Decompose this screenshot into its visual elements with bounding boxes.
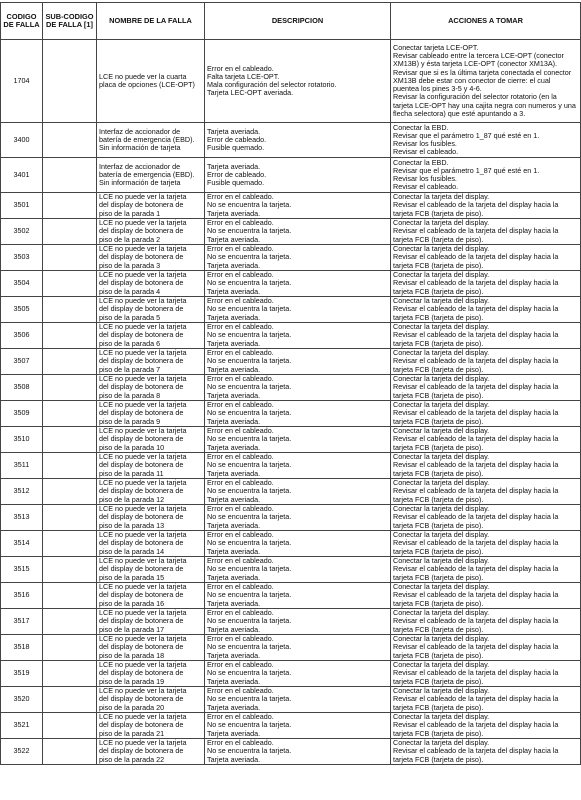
fault-name-cell: LCE no puede ver la tarjeta del display de botonera de piso de la parada 11 xyxy=(97,453,205,479)
actions-cell: Conectar la tarjeta del display. Revisar el cableado de la tarjeta del display hacia la tarjeta FCB (tarjeta de piso). xyxy=(391,193,581,219)
description-cell: Error en el cableado. No se encuentra la tarjeta. Tarjeta averiada. xyxy=(205,401,391,427)
fault-code-cell: 3505 xyxy=(1,297,43,323)
table-row xyxy=(1,557,581,583)
fault-name-cell: LCE no puede ver la tarjeta del display de botonera de piso de la parada 21 xyxy=(97,713,205,739)
table-row xyxy=(1,401,581,427)
table-header xyxy=(1,3,581,40)
actions-cell: Conectar la tarjeta del display. Revisar el cableado de la tarjeta del display hacia la tarjeta FCB (tarjeta de piso). xyxy=(391,297,581,323)
actions-cell: Conectar la tarjeta del display. Revisar el cableado de la tarjeta del display hacia la tarjeta FCB (tarjeta de piso). xyxy=(391,323,581,349)
fault-code-cell: 3502 xyxy=(1,219,43,245)
fault-code-cell: 3521 xyxy=(1,713,43,739)
actions-cell: Conectar la tarjeta del display. Revisar el cableado de la tarjeta del display hacia la tarjeta FCB (tarjeta de piso). xyxy=(391,349,581,375)
table-row xyxy=(1,219,581,245)
table-body xyxy=(1,40,581,765)
table-row xyxy=(1,609,581,635)
table-row xyxy=(1,245,581,271)
fault-name-cell: Interfaz de accionador de batería de emergencia (EBD). Sin información de tarjeta xyxy=(97,123,205,158)
actions-cell: Conectar la tarjeta del display. Revisar el cableado de la tarjeta del display hacia la tarjeta FCB (tarjeta de piso). xyxy=(391,557,581,583)
table-row xyxy=(1,479,581,505)
fault-name-cell: LCE no puede ver la tarjeta del display de botonera de piso de la parada 5 xyxy=(97,297,205,323)
description-cell: Error en el cableado. No se encuentra la tarjeta. Tarjeta averiada. xyxy=(205,297,391,323)
fault-code-cell: 3510 xyxy=(1,427,43,453)
subcode-cell xyxy=(43,401,97,427)
table-row xyxy=(1,158,581,193)
subcode-cell xyxy=(43,193,97,219)
fault-code-cell: 3508 xyxy=(1,375,43,401)
subcode-cell xyxy=(43,219,97,245)
subcode-cell xyxy=(43,427,97,453)
fault-name-cell: LCE no puede ver la tarjeta del display de botonera de piso de la parada 19 xyxy=(97,661,205,687)
subcode-cell xyxy=(43,739,97,765)
fault-code-cell: 3514 xyxy=(1,531,43,557)
description-cell: Tarjeta averiada. Error de cableado. Fusible quemado. xyxy=(205,158,391,193)
subcode-cell xyxy=(43,271,97,297)
table-row xyxy=(1,271,581,297)
header-actions: ACCIONES A TOMAR xyxy=(391,3,581,40)
fault-code-table xyxy=(0,2,581,765)
fault-name-cell: LCE no puede ver la tarjeta del display de botonera de piso de la parada 13 xyxy=(97,505,205,531)
fault-name-cell: LCE no puede ver la tarjeta del display de botonera de piso de la parada 2 xyxy=(97,219,205,245)
subcode-cell xyxy=(43,661,97,687)
actions-cell: Conectar la tarjeta del display. Revisar el cableado de la tarjeta del display hacia la tarjeta FCB (tarjeta de piso). xyxy=(391,531,581,557)
fault-code-cell: 3511 xyxy=(1,453,43,479)
table-row xyxy=(1,531,581,557)
description-cell: Error en el cableado. No se encuentra la tarjeta. Tarjeta averiada. xyxy=(205,531,391,557)
header-subcode: SUB-CODIGO DE FALLA [1] xyxy=(43,3,97,40)
fault-name-cell: LCE no puede ver la tarjeta del display de botonera de piso de la parada 1 xyxy=(97,193,205,219)
subcode-cell xyxy=(43,123,97,158)
subcode-cell xyxy=(43,297,97,323)
table-row xyxy=(1,687,581,713)
fault-name-cell: LCE no puede ver la tarjeta del display de botonera de piso de la parada 8 xyxy=(97,375,205,401)
fault-code-cell: 3513 xyxy=(1,505,43,531)
header-code: CODIGO DE FALLA xyxy=(1,3,43,40)
fault-name-cell: LCE no puede ver la tarjeta del display de botonera de piso de la parada 16 xyxy=(97,583,205,609)
fault-code-cell: 3501 xyxy=(1,193,43,219)
fault-name-cell: LCE no puede ver la tarjeta del display de botonera de piso de la parada 6 xyxy=(97,323,205,349)
subcode-cell xyxy=(43,349,97,375)
description-cell: Error en el cableado. Falta tarjeta LCE-OPT. Mala configuración del selector rotatorio. Tarjeta LEC-OPT averiada. xyxy=(205,40,391,123)
fault-name-cell: LCE no puede ver la tarjeta del display de botonera de piso de la parada 4 xyxy=(97,271,205,297)
subcode-cell xyxy=(43,479,97,505)
fault-name-cell: LCE no puede ver la tarjeta del display de botonera de piso de la parada 3 xyxy=(97,245,205,271)
fault-name-cell: LCE no puede ver la tarjeta del display de botonera de piso de la parada 12 xyxy=(97,479,205,505)
fault-code-cell: 3519 xyxy=(1,661,43,687)
subcode-cell xyxy=(43,687,97,713)
description-cell: Error en el cableado. No se encuentra la tarjeta. Tarjeta averiada. xyxy=(205,453,391,479)
actions-cell: Conectar la tarjeta del display. Revisar el cableado de la tarjeta del display hacia la tarjeta FCB (tarjeta de piso). xyxy=(391,427,581,453)
description-cell: Error en el cableado. No se encuentra la tarjeta. Tarjeta averiada. xyxy=(205,427,391,453)
subcode-cell xyxy=(43,453,97,479)
fault-code-cell: 3512 xyxy=(1,479,43,505)
description-cell: Error en el cableado. No se encuentra la tarjeta. Tarjeta averiada. xyxy=(205,635,391,661)
table-row xyxy=(1,123,581,158)
fault-code-cell: 3509 xyxy=(1,401,43,427)
fault-name-cell: LCE no puede ver la tarjeta del display de botonera de piso de la parada 20 xyxy=(97,687,205,713)
table-row xyxy=(1,375,581,401)
table-row xyxy=(1,713,581,739)
description-cell: Error en el cableado. No se encuentra la tarjeta. Tarjeta averiada. xyxy=(205,193,391,219)
actions-cell: Conectar la tarjeta del display. Revisar el cableado de la tarjeta del display hacia la tarjeta FCB (tarjeta de piso). xyxy=(391,401,581,427)
fault-code-cell: 3401 xyxy=(1,158,43,193)
fault-code-cell: 3515 xyxy=(1,557,43,583)
fault-name-cell: LCE no puede ver la tarjeta del display de botonera de piso de la parada 7 xyxy=(97,349,205,375)
actions-cell: Conectar la tarjeta del display. Revisar el cableado de la tarjeta del display hacia la tarjeta FCB (tarjeta de piso). xyxy=(391,375,581,401)
description-cell: Error en el cableado. No se encuentra la tarjeta. Tarjeta averiada. xyxy=(205,245,391,271)
subcode-cell xyxy=(43,375,97,401)
fault-code-cell: 3504 xyxy=(1,271,43,297)
subcode-cell xyxy=(43,531,97,557)
subcode-cell xyxy=(43,158,97,193)
actions-cell: Conectar la tarjeta del display. Revisar el cableado de la tarjeta del display hacia la tarjeta FCB (tarjeta de piso). xyxy=(391,713,581,739)
fault-name-cell: LCE no puede ver la tarjeta del display de botonera de piso de la parada 17 xyxy=(97,609,205,635)
actions-cell: Conectar la tarjeta del display. Revisar el cableado de la tarjeta del display hacia la tarjeta FCB (tarjeta de piso). xyxy=(391,687,581,713)
description-cell: Error en el cableado. No se encuentra la tarjeta. Tarjeta averiada. xyxy=(205,375,391,401)
table-row xyxy=(1,453,581,479)
fault-code-cell: 3503 xyxy=(1,245,43,271)
fault-code-cell: 3522 xyxy=(1,739,43,765)
description-cell: Error en el cableado. No se encuentra la tarjeta. Tarjeta averiada. xyxy=(205,349,391,375)
fault-name-cell: Interfaz de accionador de batería de emergencia (EBD). Sin información de tarjeta xyxy=(97,158,205,193)
table-row xyxy=(1,661,581,687)
table-row xyxy=(1,40,581,123)
table-row xyxy=(1,635,581,661)
description-cell: Error en el cableado. No se encuentra la tarjeta. Tarjeta averiada. xyxy=(205,323,391,349)
description-cell: Error en el cableado. No se encuentra la tarjeta. Tarjeta averiada. xyxy=(205,713,391,739)
description-cell: Error en el cableado. No se encuentra la tarjeta. Tarjeta averiada. xyxy=(205,557,391,583)
actions-cell: Conectar la tarjeta del display. Revisar el cableado de la tarjeta del display hacia la tarjeta FCB (tarjeta de piso). xyxy=(391,635,581,661)
actions-cell: Conectar la tarjeta del display. Revisar el cableado de la tarjeta del display hacia la tarjeta FCB (tarjeta de piso). xyxy=(391,583,581,609)
header-description: DESCRIPCION xyxy=(205,3,391,40)
actions-cell: Conectar la tarjeta del display. Revisar el cableado de la tarjeta del display hacia la tarjeta FCB (tarjeta de piso). xyxy=(391,245,581,271)
subcode-cell xyxy=(43,245,97,271)
description-cell: Tarjeta averiada. Error de cableado. Fusible quemado. xyxy=(205,123,391,158)
description-cell: Error en el cableado. No se encuentra la tarjeta. Tarjeta averiada. xyxy=(205,219,391,245)
table-row xyxy=(1,739,581,765)
actions-cell: Conectar la tarjeta del display. Revisar el cableado de la tarjeta del display hacia la tarjeta FCB (tarjeta de piso). xyxy=(391,219,581,245)
actions-cell: Conectar la tarjeta del display. Revisar el cableado de la tarjeta del display hacia la tarjeta FCB (tarjeta de piso). xyxy=(391,609,581,635)
table-row xyxy=(1,583,581,609)
table-row xyxy=(1,427,581,453)
table-row xyxy=(1,323,581,349)
fault-code-cell: 3400 xyxy=(1,123,43,158)
header-name: NOMBRE DE LA FALLA xyxy=(97,3,205,40)
fault-name-cell: LCE no puede ver la tarjeta del display de botonera de piso de la parada 9 xyxy=(97,401,205,427)
description-cell: Error en el cableado. No se encuentra la tarjeta. Tarjeta averiada. xyxy=(205,479,391,505)
table-row xyxy=(1,193,581,219)
actions-cell: Conectar la EBD. Revisar que el parámetro 1_87 qué esté en 1. Revisar los fusibles. Revisar el cableado. xyxy=(391,123,581,158)
subcode-cell xyxy=(43,557,97,583)
description-cell: Error en el cableado. No se encuentra la tarjeta. Tarjeta averiada. xyxy=(205,661,391,687)
subcode-cell xyxy=(43,505,97,531)
actions-cell: Conectar la tarjeta del display. Revisar el cableado de la tarjeta del display hacia la tarjeta FCB (tarjeta de piso). xyxy=(391,505,581,531)
description-cell: Error en el cableado. No se encuentra la tarjeta. Tarjeta averiada. xyxy=(205,687,391,713)
actions-cell: Conectar la tarjeta del display. Revisar el cableado de la tarjeta del display hacia la tarjeta FCB (tarjeta de piso). xyxy=(391,739,581,765)
subcode-cell xyxy=(43,609,97,635)
table-row xyxy=(1,297,581,323)
description-cell: Error en el cableado. No se encuentra la tarjeta. Tarjeta averiada. xyxy=(205,583,391,609)
fault-code-cell: 3507 xyxy=(1,349,43,375)
fault-name-cell: LCE no puede ver la tarjeta del display de botonera de piso de la parada 22 xyxy=(97,739,205,765)
fault-code-cell: 1704 xyxy=(1,40,43,123)
description-cell: Error en el cableado. No se encuentra la tarjeta. Tarjeta averiada. xyxy=(205,505,391,531)
subcode-cell xyxy=(43,40,97,123)
table-row xyxy=(1,505,581,531)
fault-code-cell: 3518 xyxy=(1,635,43,661)
fault-name-cell: LCE no puede ver la tarjeta del display de botonera de piso de la parada 15 xyxy=(97,557,205,583)
actions-cell: Conectar la tarjeta del display. Revisar el cableado de la tarjeta del display hacia la tarjeta FCB (tarjeta de piso). xyxy=(391,661,581,687)
description-cell: Error en el cableado. No se encuentra la tarjeta. Tarjeta averiada. xyxy=(205,739,391,765)
actions-cell: Conectar la tarjeta del display. Revisar el cableado de la tarjeta del display hacia la tarjeta FCB (tarjeta de piso). xyxy=(391,479,581,505)
subcode-cell xyxy=(43,635,97,661)
fault-code-cell: 3516 xyxy=(1,583,43,609)
subcode-cell xyxy=(43,713,97,739)
actions-cell: Conectar la tarjeta del display. Revisar el cableado de la tarjeta del display hacia la tarjeta FCB (tarjeta de piso). xyxy=(391,453,581,479)
actions-cell: Conectar tarjeta LCE-OPT. Revisar cableado entre la tercera LCE-OPT (conector XM13B) y ésta tarjeta LCE-OPT (conector XM13A). Revisar que si es la última tarjeta conectada el conector XM13B debe estar con conector de cierre: el cual puentea los pines 3-5 y 4-6. Revisar la configuración del selector rotatorio (en la tarjeta LCE-OPT hay una cajita negra con numeros y una flecha selectora) que esté apuntando a 3. xyxy=(391,40,581,123)
fault-name-cell: LCE no puede ver la tarjeta del display de botonera de piso de la parada 14 xyxy=(97,531,205,557)
description-cell: Error en el cableado. No se encuentra la tarjeta. Tarjeta averiada. xyxy=(205,271,391,297)
fault-code-cell: 3506 xyxy=(1,323,43,349)
fault-code-cell: 3520 xyxy=(1,687,43,713)
fault-code-cell: 3517 xyxy=(1,609,43,635)
fault-name-cell: LCE no puede ver la tarjeta del display de botonera de piso de la parada 18 xyxy=(97,635,205,661)
description-cell: Error en el cableado. No se encuentra la tarjeta. Tarjeta averiada. xyxy=(205,609,391,635)
fault-name-cell: LCE no puede ver la cuarta placa de opciones (LCE-OPT) xyxy=(97,40,205,123)
subcode-cell xyxy=(43,323,97,349)
fault-name-cell: LCE no puede ver la tarjeta del display de botonera de piso de la parada 10 xyxy=(97,427,205,453)
actions-cell: Conectar la tarjeta del display. Revisar el cableado de la tarjeta del display hacia la tarjeta FCB (tarjeta de piso). xyxy=(391,271,581,297)
subcode-cell xyxy=(43,583,97,609)
table-row xyxy=(1,349,581,375)
actions-cell: Conectar la EBD. Revisar que el parámetro 1_87 qué esté en 1. Revisar los fusibles. Revisar el cableado. xyxy=(391,158,581,193)
